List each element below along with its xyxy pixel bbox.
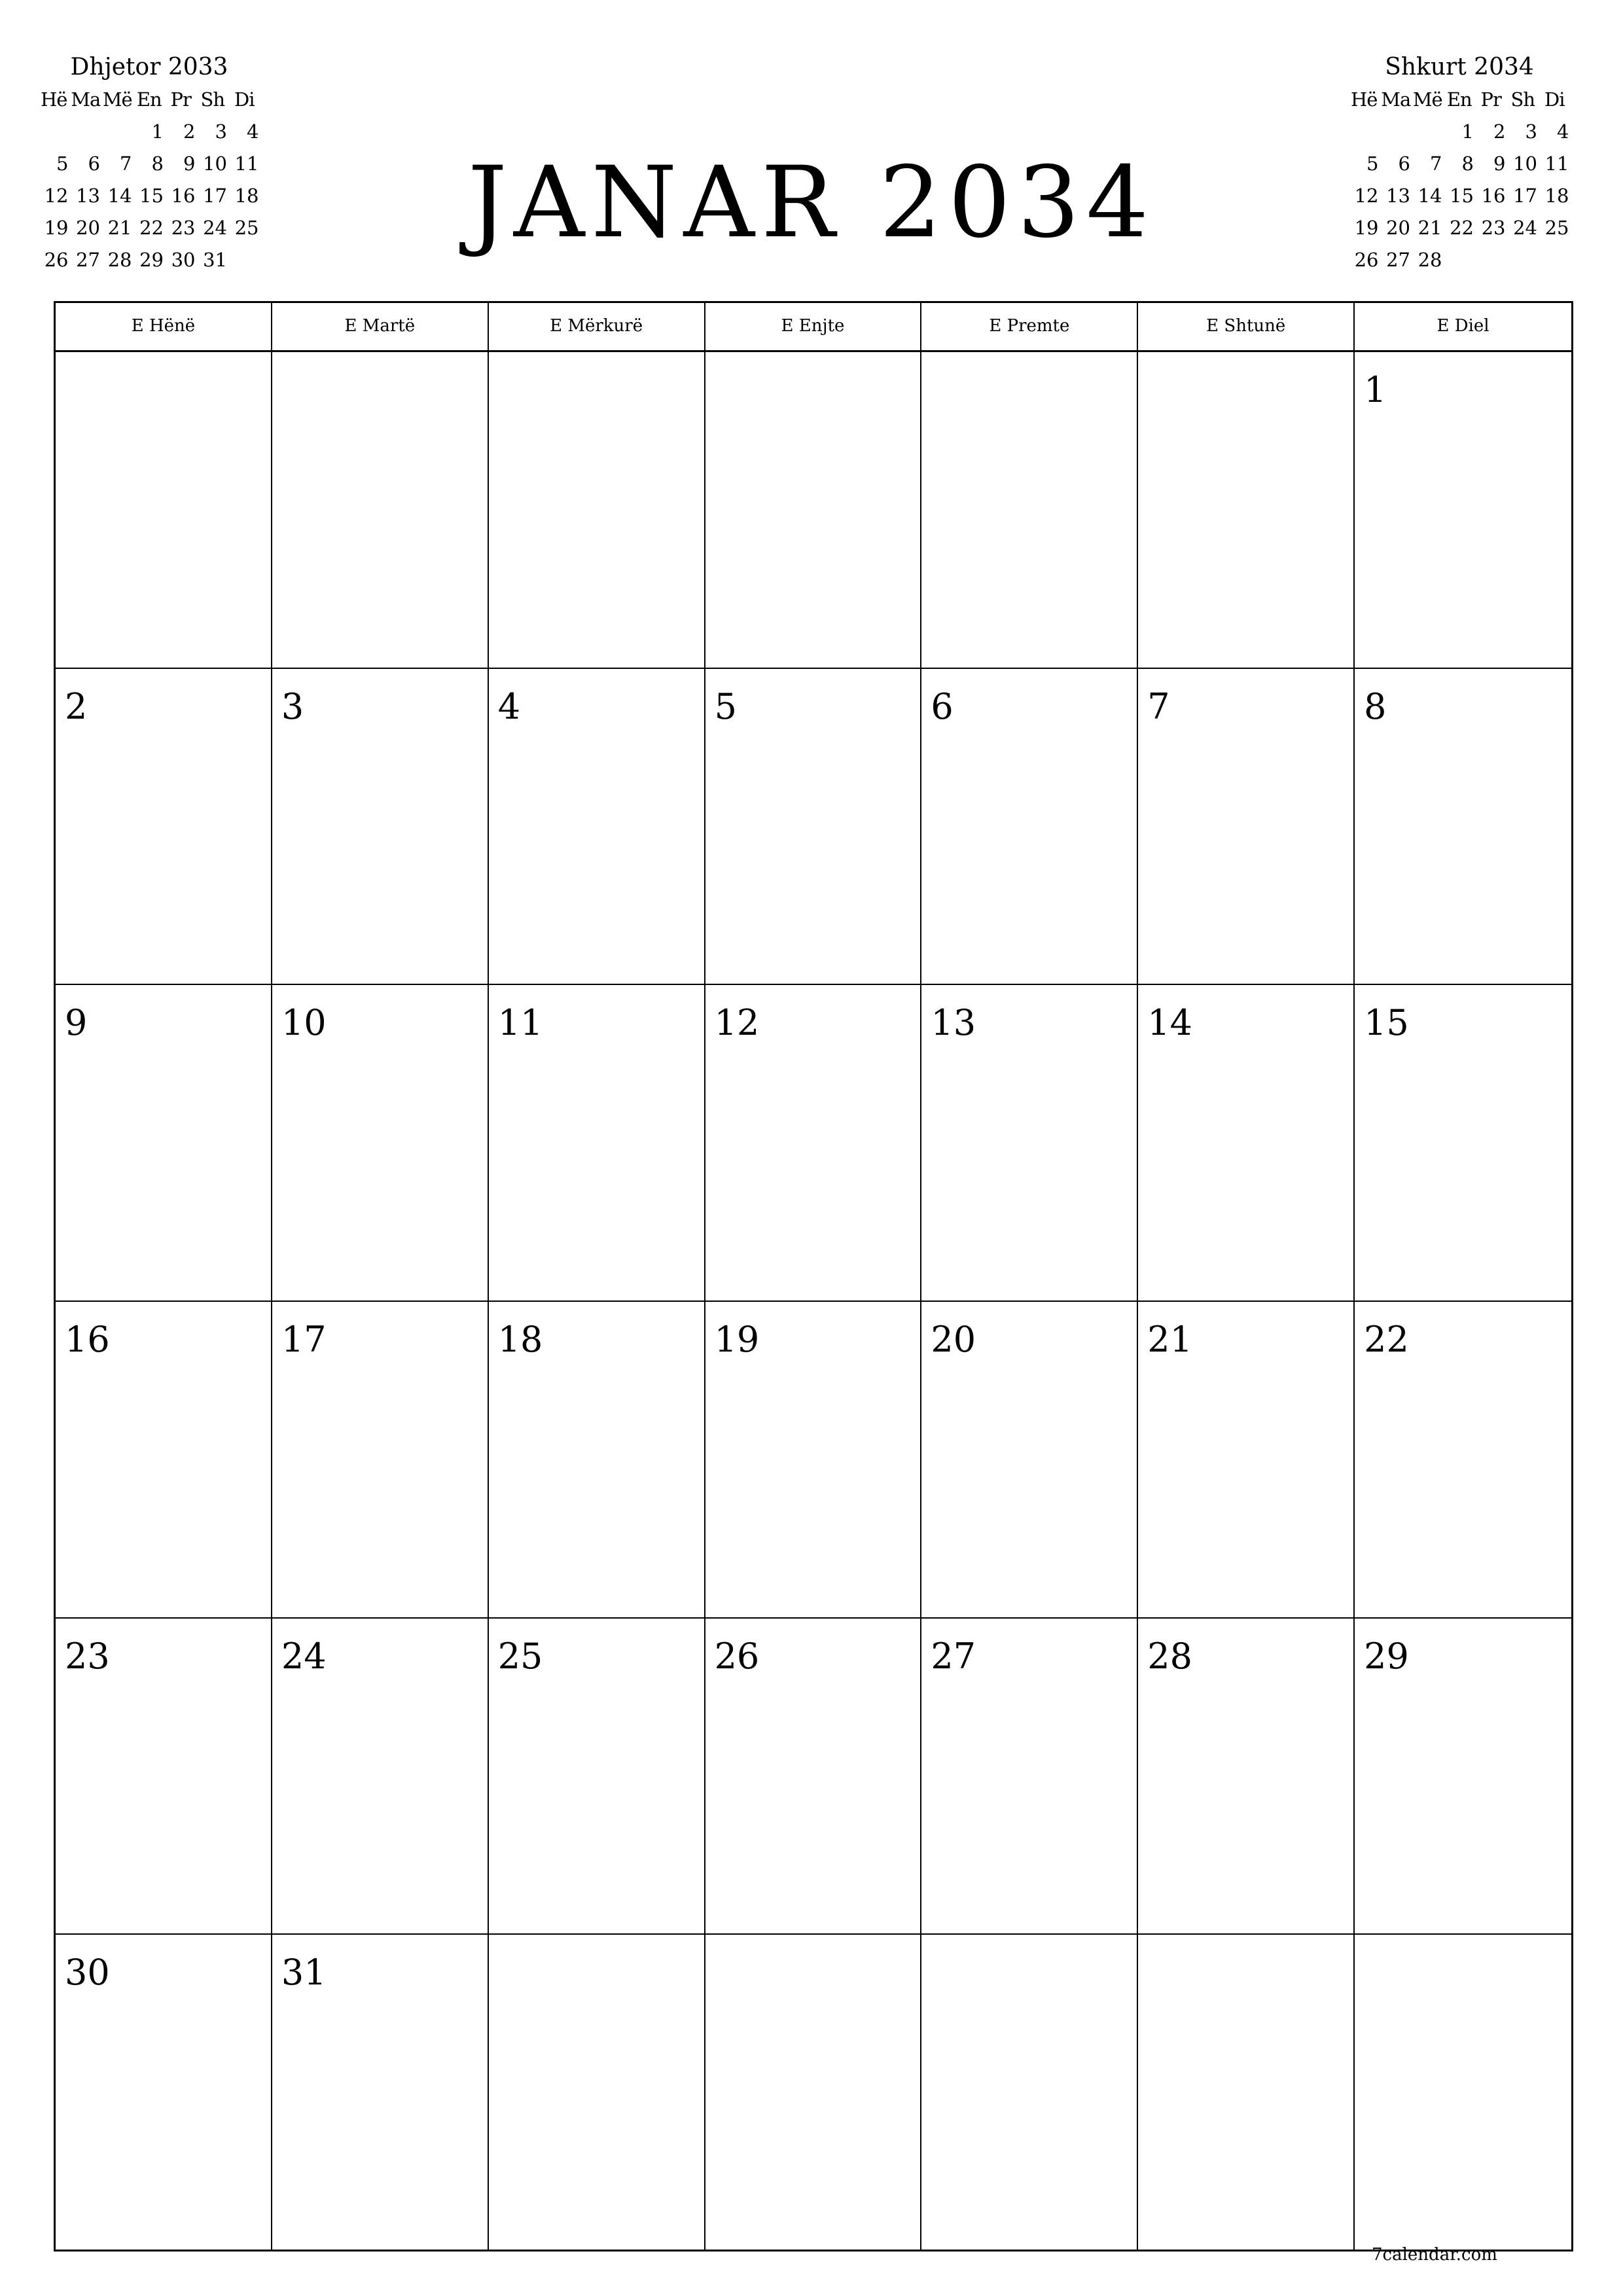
day-cell[interactable] — [56, 1302, 272, 1619]
mini-day: 12 — [1354, 185, 1379, 207]
mini-day: 26 — [44, 249, 69, 271]
mini-weekday-label: Ma — [71, 88, 101, 111]
mini-day: 15 — [139, 185, 164, 207]
day-number: 17 — [281, 1318, 327, 1360]
day-cell[interactable] — [705, 669, 922, 986]
mini-day: 20 — [76, 217, 100, 239]
weekday-header: E Mërkurë — [489, 303, 705, 350]
mini-day: 21 — [1418, 217, 1442, 239]
day-cell[interactable] — [1355, 1302, 1571, 1619]
day-cell[interactable] — [56, 1619, 272, 1935]
mini-calendar-title: Dhjetor 2033 — [70, 54, 228, 81]
day-cell[interactable] — [272, 985, 489, 1302]
weekday-header: E Diel — [1436, 316, 1489, 336]
mini-day: 28 — [107, 249, 132, 271]
day-cell[interactable] — [489, 1302, 705, 1619]
day-number: 6 — [931, 685, 954, 727]
mini-weekday-label: En — [136, 88, 162, 111]
day-cell[interactable] — [1355, 669, 1571, 986]
mini-weekday-label: Di — [1544, 88, 1565, 111]
mini-weekday-label: En — [1446, 88, 1472, 111]
day-cell[interactable] — [272, 669, 489, 986]
day-cell[interactable] — [1138, 669, 1355, 986]
calendar-body — [56, 352, 1571, 2251]
day-number: 19 — [714, 1318, 760, 1360]
day-cell[interactable] — [489, 352, 705, 669]
day-number: 21 — [1147, 1318, 1192, 1360]
day-cell[interactable] — [272, 1619, 489, 1935]
mini-day — [1380, 116, 1412, 148]
weekday-header: E Hënë — [56, 303, 272, 350]
mini-day: 25 — [234, 217, 259, 239]
day-number: 8 — [1364, 685, 1387, 727]
mini-day: 14 — [1418, 185, 1442, 207]
mini-day: 17 — [1513, 185, 1537, 207]
mini-calendar-next — [1348, 51, 1571, 276]
mini-day: 5 — [1366, 152, 1379, 175]
mini-day: 23 — [171, 217, 196, 239]
mini-day: 1 — [151, 120, 164, 143]
day-cell[interactable] — [921, 669, 1138, 986]
mini-day: 9 — [1493, 152, 1506, 175]
mini-weekday-label: Më — [1412, 88, 1442, 111]
mini-day: 17 — [203, 185, 227, 207]
weekday-header: E Premte — [921, 303, 1138, 350]
mini-day: 29 — [139, 249, 164, 271]
mini-day: 7 — [1430, 152, 1442, 175]
mini-day: 6 — [1398, 152, 1410, 175]
day-number: 30 — [65, 1952, 110, 1994]
mini-day — [1412, 116, 1444, 148]
day-number: 26 — [714, 1635, 760, 1677]
day-number: 2 — [65, 685, 88, 727]
mini-day: 30 — [171, 249, 196, 271]
mini-day: 27 — [76, 249, 100, 271]
day-number: 24 — [281, 1635, 327, 1677]
page-title: JANAR 2034 — [467, 146, 1156, 260]
day-number: 7 — [1147, 685, 1170, 727]
day-cell[interactable] — [705, 1935, 922, 2251]
day-cell[interactable] — [489, 1619, 705, 1935]
mini-day: 1 — [1461, 120, 1474, 143]
day-cell[interactable] — [921, 352, 1138, 669]
mini-day: 19 — [1354, 217, 1379, 239]
mini-day: 3 — [1525, 120, 1537, 143]
day-cell[interactable] — [705, 985, 922, 1302]
day-cell[interactable] — [272, 1302, 489, 1619]
day-cell[interactable] — [1355, 1619, 1571, 1935]
mini-weekday-label: Pr — [170, 88, 191, 111]
mini-day: 2 — [1493, 120, 1506, 143]
mini-day: 18 — [234, 185, 259, 207]
day-number: 20 — [931, 1318, 976, 1360]
day-cell[interactable] — [1138, 1935, 1355, 2251]
mini-day: 20 — [1386, 217, 1410, 239]
mini-day: 18 — [1544, 185, 1569, 207]
weekday-header: E Martë — [272, 303, 489, 350]
mini-weekday-label: Ma — [1381, 88, 1411, 111]
day-cell[interactable] — [272, 352, 489, 669]
weekday-header-row — [56, 303, 1571, 352]
mini-day: 24 — [203, 217, 227, 239]
mini-day: 5 — [56, 152, 69, 175]
day-number: 10 — [281, 1002, 327, 1044]
day-cell[interactable] — [1355, 985, 1571, 1302]
mini-day: 4 — [1557, 120, 1569, 143]
mini-day: 15 — [1450, 185, 1474, 207]
mini-day: 11 — [1544, 152, 1569, 175]
mini-weekday-label: Hë — [41, 88, 67, 111]
day-cell[interactable] — [1355, 1935, 1571, 2251]
day-cell[interactable] — [56, 985, 272, 1302]
mini-day — [38, 116, 70, 148]
mini-day: 27 — [1386, 249, 1410, 271]
day-cell[interactable] — [705, 352, 922, 669]
day-number: 1 — [1364, 369, 1387, 410]
day-number: 27 — [931, 1635, 976, 1677]
day-number: 11 — [497, 1002, 543, 1044]
day-number: 28 — [1147, 1635, 1192, 1677]
day-number: 4 — [497, 685, 521, 727]
day-number: 29 — [1364, 1635, 1409, 1677]
day-number: 5 — [714, 685, 737, 727]
day-cell[interactable] — [921, 1619, 1138, 1935]
mini-day: 13 — [76, 185, 100, 207]
day-cell[interactable] — [921, 1302, 1138, 1619]
brand-watermark: 7calendar.com — [1372, 2245, 1497, 2265]
weekday-header: E Shtunë — [1138, 303, 1355, 350]
mini-day: 22 — [139, 217, 164, 239]
mini-day: 2 — [183, 120, 196, 143]
mini-day — [1348, 116, 1380, 148]
mini-day: 24 — [1513, 217, 1537, 239]
mini-day: 22 — [1450, 217, 1474, 239]
mini-day: 21 — [107, 217, 132, 239]
mini-day: 10 — [1513, 152, 1537, 175]
day-cell[interactable] — [489, 1935, 705, 2251]
mini-day: 6 — [88, 152, 100, 175]
day-cell[interactable] — [1138, 985, 1355, 1302]
mini-weekday-label: Sh — [200, 88, 225, 111]
day-number: 25 — [497, 1635, 543, 1677]
mini-day: 13 — [1386, 185, 1410, 207]
mini-day: 25 — [1544, 217, 1569, 239]
day-number: 13 — [931, 1002, 976, 1044]
day-number: 14 — [1147, 1002, 1192, 1044]
mini-day: 11 — [234, 152, 259, 175]
day-cell[interactable] — [705, 1302, 922, 1619]
mini-day: 28 — [1418, 249, 1442, 271]
mini-day — [70, 116, 102, 148]
day-number: 16 — [65, 1318, 110, 1360]
mini-day: 3 — [215, 120, 227, 143]
day-cell[interactable] — [489, 985, 705, 1302]
day-cell[interactable] — [272, 1935, 489, 2251]
mini-day: 12 — [44, 185, 69, 207]
mini-day: 8 — [1461, 152, 1474, 175]
mini-day: 16 — [171, 185, 196, 207]
day-cell[interactable] — [1138, 352, 1355, 669]
day-number: 3 — [281, 685, 304, 727]
day-cell[interactable] — [56, 352, 272, 669]
weekday-header: E Enjte — [705, 303, 922, 350]
mini-day: 16 — [1481, 185, 1506, 207]
mini-day: 14 — [107, 185, 132, 207]
mini-weekday-label: Hë — [1351, 88, 1378, 111]
mini-day: 26 — [1354, 249, 1379, 271]
mini-day: 4 — [247, 120, 259, 143]
day-number: 12 — [714, 1002, 760, 1044]
mini-day: 8 — [151, 152, 164, 175]
day-cell[interactable] — [921, 985, 1138, 1302]
mini-day — [101, 116, 134, 148]
day-cell[interactable] — [56, 669, 272, 986]
mini-day: 23 — [1481, 217, 1506, 239]
mini-day: 7 — [120, 152, 132, 175]
day-cell[interactable] — [921, 1935, 1138, 2251]
day-number: 9 — [65, 1002, 88, 1044]
mini-day: 19 — [44, 217, 69, 239]
mini-weekday-label: Sh — [1510, 88, 1535, 111]
mini-calendar-grid — [1348, 84, 1571, 276]
mini-weekday-label: Di — [234, 88, 255, 111]
day-cell[interactable] — [705, 1619, 922, 1935]
day-cell[interactable] — [1138, 1302, 1355, 1619]
day-number: 23 — [65, 1635, 110, 1677]
mini-day: 9 — [183, 152, 196, 175]
day-cell[interactable] — [1355, 352, 1571, 669]
mini-day: 31 — [203, 249, 227, 271]
day-number: 22 — [1364, 1318, 1409, 1360]
mini-day: 10 — [203, 152, 227, 175]
day-cell[interactable] — [1138, 1619, 1355, 1935]
day-number: 31 — [281, 1952, 327, 1994]
mini-calendar-title: Shkurt 2034 — [1385, 54, 1534, 81]
month-calendar-grid — [54, 301, 1573, 2251]
mini-weekday-label: Më — [102, 88, 132, 111]
day-number: 15 — [1364, 1002, 1409, 1044]
day-cell[interactable] — [56, 1935, 272, 2251]
day-cell[interactable] — [489, 669, 705, 986]
mini-weekday-label: Pr — [1480, 88, 1501, 111]
day-number: 18 — [497, 1318, 543, 1360]
